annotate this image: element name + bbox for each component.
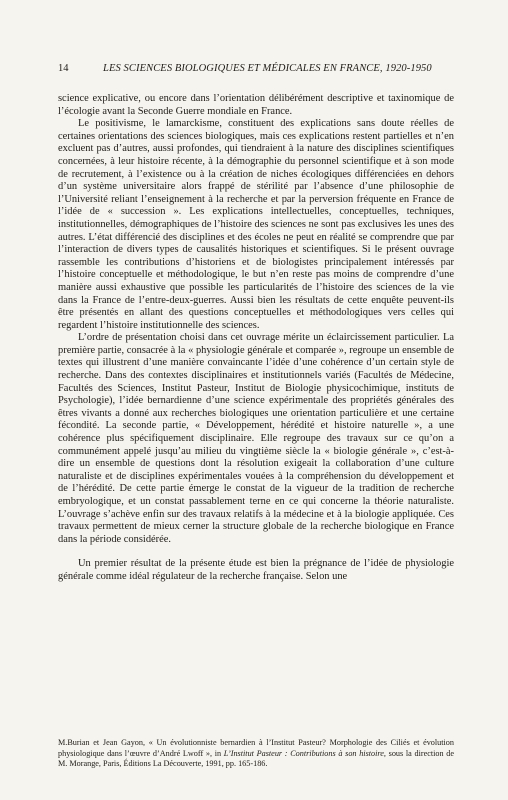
paragraph-1: science explicative, ou encore dans l’orientation délibérément descriptive et taxinomique de l’écologie avant la Seconde Guerre mondiale en France.: [58, 93, 454, 117]
paragraph-spacer: [58, 546, 454, 558]
paragraph-4: Un premier résultat de la présente étude est bien la prégnance de l’idée de physiologie générale comme idéal régulateur de la recherche française. Selon une: [58, 558, 454, 582]
footnote-text-end: sous la direction de M. Morange, Paris, Éditions La Découverte, 1991, pp. 165-186.: [58, 748, 455, 769]
footnote-book-title: L’Institut Pasteur : Contributions à son histoire,: [223, 748, 386, 758]
paragraph-2: Le positivisme, le lamarckisme, constituent des explications sans doute réelles de certaines orientations des sciences biologiques, mais ces explications restent partielles et n’en excluent pas d’autres, aussi profondes, qui tiendraient à la nature des disciplines scientifiques concernées, à leur histoire récente, à la démographie du personnel scientifique et à son mode de recrutement, à l’existence ou à la création de niches écologiques différenciées en dehors d’un système universitaire alors frappé de stérilité par l’absence d’une philosophie de l’Université reliant l’enseignement à la recherche et par la perversion fréquente en France de l’idée de « succession ». Les explications intellectuelles, conceptuelles, techniques, institutionnelles, démographiques de l’histoire des sciences ne sont pas exclusives les unes des autres. L’état différencié des disciplines et des écoles ne peut en réalité se comprendre que par l’interaction de divers types de causalités historiques et scientifiques. Si le présent ouvrage rassemble les contributions d’historiens et de biologistes principalement intéressés par l’histoire conceptuelle et méthodologique, le but n’en reste pas moins de comprendre d’une manière aussi exhaustive que possible les particularités de l’histoire des sciences de la vie dans la France de l’entre-deux-guerres. Aussi bien les résultats de cette enquête peuvent-ils être présentés en allant des questions conceptuelles et méthodologiques vers celles qui regardent l’histoire institutionnelle des sciences.: [58, 118, 454, 331]
footnote: [58, 738, 454, 770]
running-head: LES SCIENCES BIOLOGIQUES ET MÉDICALES EN FRANCE, 1920-1950: [103, 63, 432, 74]
page-number: 14: [58, 63, 69, 74]
body-text: [58, 93, 454, 584]
paragraph-3: L’ordre de présentation choisi dans cet ouvrage mérite un éclaircissement particulier. La première partie, consacrée à la « physiologie générale et comparée », regroupe un ensemble de textes qui illustrent d’une manière convaincante l’idée d’une cohérence d’un certain style de recherche. Dans des contextes disciplinaires et institutionnels variés (Facultés de Médecine, Facultés des Sciences, Institut Pasteur, Institut de Biologie physicochimique, instituts de Psychologie), l’idée bernardienne d’une science expérimentale des propriétés générales des êtres vivants a donné aux recherches biologiques une orientation particulière et une certaine fécondité. La seconde partie, « Développement, hérédité et histoire naturelle », a une cohérence plus spécifiquement disciplinaire. Elle regroupe des travaux sur ce qu’on a communément appelé jusqu’au milieu du vingtième siècle la « biologie générale », c’est-à-dire un ensemble de questions dont la résolution exigeait la collaboration d’une culture naturaliste et de disciplines expérimentales vouées à la compréhension du développement et de l’hérédité. De cette partie émerge le constat de la vigueur de la tradition de recherche embryologique, et un constat passablement terne en ce qui concerne la théorie naturaliste. L’ouvrage s’achève enfin sur des travaux relatifs à la médecine et à la biologie appliquée. Ces travaux permettent de mieux cerner la structure globale de la recherche biologique en France dans la période considérée.: [58, 332, 454, 545]
footnote-text-start: M.Burian et Jean Gayon, « Un évolutionniste bernardien à l’Institut Pasteur? Morphologie des Ciliés et évolution physiologique dans l’œuvre d’André Lwoff », in: [58, 738, 454, 758]
